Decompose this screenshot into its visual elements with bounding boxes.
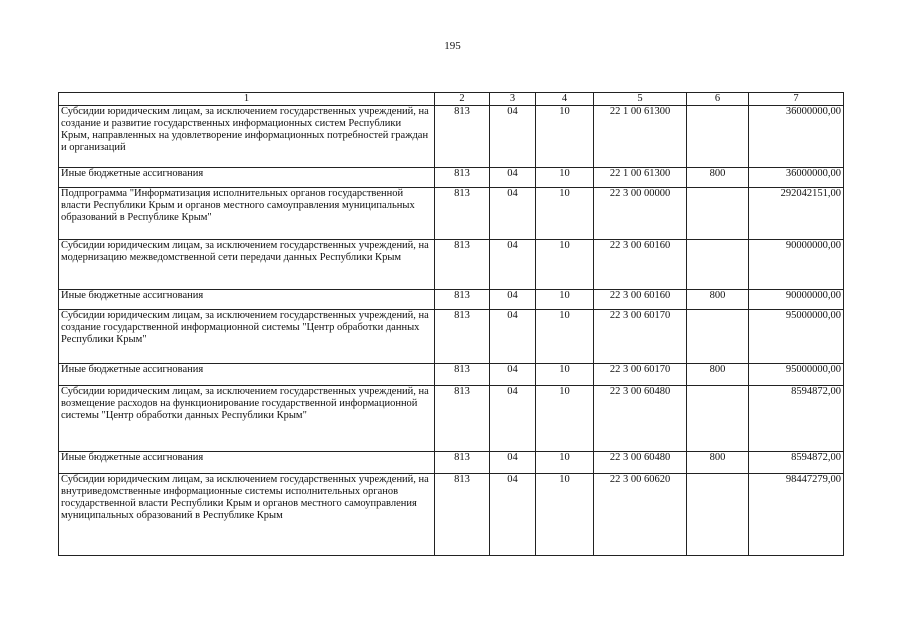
target-article-cell: 22 1 00 61300 — [594, 106, 687, 168]
subsection-code-cell: 10 — [536, 240, 594, 290]
column-header: 2 — [435, 93, 490, 106]
amount-cell: 98447279,00 — [749, 474, 844, 556]
section-code-cell: 04 — [490, 106, 536, 168]
subsection-code-cell: 10 — [536, 364, 594, 386]
target-article-cell: 22 3 00 60480 — [594, 452, 687, 474]
budget-table — [58, 92, 844, 556]
column-header: 1 — [59, 93, 435, 106]
description-cell: Иные бюджетные ассигнования — [59, 168, 435, 188]
ministry-code-cell: 813 — [435, 168, 490, 188]
description-cell: Иные бюджетные ассигнования — [59, 290, 435, 310]
table-row — [59, 452, 844, 474]
subsection-code-cell: 10 — [536, 386, 594, 452]
amount-cell: 95000000,00 — [749, 364, 844, 386]
description-cell: Иные бюджетные ассигнования — [59, 452, 435, 474]
expense-type-cell — [687, 188, 749, 240]
amount-cell: 36000000,00 — [749, 106, 844, 168]
expense-type-cell: 800 — [687, 290, 749, 310]
ministry-code-cell: 813 — [435, 474, 490, 556]
section-code-cell: 04 — [490, 188, 536, 240]
target-article-cell: 22 3 00 60170 — [594, 310, 687, 364]
subsection-code-cell: 10 — [536, 188, 594, 240]
description-cell: Иные бюджетные ассигнования — [59, 364, 435, 386]
table-row — [59, 240, 844, 290]
ministry-code-cell: 813 — [435, 290, 490, 310]
table-row — [59, 290, 844, 310]
expense-type-cell — [687, 106, 749, 168]
amount-cell: 90000000,00 — [749, 290, 844, 310]
ministry-code-cell: 813 — [435, 106, 490, 168]
section-code-cell: 04 — [490, 474, 536, 556]
target-article-cell: 22 3 00 60160 — [594, 290, 687, 310]
column-header: 4 — [536, 93, 594, 106]
target-article-cell: 22 3 00 60160 — [594, 240, 687, 290]
section-code-cell: 04 — [490, 452, 536, 474]
amount-cell: 95000000,00 — [749, 310, 844, 364]
amount-cell: 8594872,00 — [749, 386, 844, 452]
ministry-code-cell: 813 — [435, 310, 490, 364]
table-row — [59, 106, 844, 168]
subsection-code-cell: 10 — [536, 168, 594, 188]
table-header-row — [59, 93, 844, 106]
expense-type-cell — [687, 240, 749, 290]
expense-type-cell — [687, 310, 749, 364]
subsection-code-cell: 10 — [536, 474, 594, 556]
target-article-cell: 22 1 00 61300 — [594, 168, 687, 188]
ministry-code-cell: 813 — [435, 240, 490, 290]
subsection-code-cell: 10 — [536, 310, 594, 364]
section-code-cell: 04 — [490, 310, 536, 364]
section-code-cell: 04 — [490, 290, 536, 310]
expense-type-cell — [687, 474, 749, 556]
target-article-cell: 22 3 00 00000 — [594, 188, 687, 240]
table-row — [59, 168, 844, 188]
description-cell: Субсидии юридическим лицам, за исключением государственных учреждений, на внутриведомственные информационные системы исполнительных органов государственной власти Республики Крым и органов местного самоуправления муниципальных образований в Республике Крым — [59, 474, 435, 556]
subsection-code-cell: 10 — [536, 290, 594, 310]
column-header: 3 — [490, 93, 536, 106]
column-header: 6 — [687, 93, 749, 106]
expense-type-cell — [687, 386, 749, 452]
ministry-code-cell: 813 — [435, 452, 490, 474]
expense-type-cell: 800 — [687, 168, 749, 188]
target-article-cell: 22 3 00 60620 — [594, 474, 687, 556]
ministry-code-cell: 813 — [435, 386, 490, 452]
description-cell: Подпрограмма "Информатизация исполнительных органов государственной власти Республики Крым и органов местного самоуправления муниципальных образований в Республике Крым" — [59, 188, 435, 240]
table-row — [59, 474, 844, 556]
target-article-cell: 22 3 00 60170 — [594, 364, 687, 386]
subsection-code-cell: 10 — [536, 106, 594, 168]
ministry-code-cell: 813 — [435, 188, 490, 240]
column-header: 5 — [594, 93, 687, 106]
expense-type-cell: 800 — [687, 452, 749, 474]
section-code-cell: 04 — [490, 386, 536, 452]
table-row — [59, 188, 844, 240]
expense-type-cell: 800 — [687, 364, 749, 386]
amount-cell: 8594872,00 — [749, 452, 844, 474]
amount-cell: 90000000,00 — [749, 240, 844, 290]
table-row — [59, 386, 844, 452]
amount-cell: 292042151,00 — [749, 188, 844, 240]
page-number: 195 — [444, 40, 461, 52]
table-row — [59, 364, 844, 386]
section-code-cell: 04 — [490, 168, 536, 188]
table-row — [59, 310, 844, 364]
description-cell: Субсидии юридическим лицам, за исключением государственных учреждений, на создание и развитие государственных информационных систем Республики Крым, направленных на удовлетворение информационных потребностей граждан и организаций — [59, 106, 435, 168]
ministry-code-cell: 813 — [435, 364, 490, 386]
section-code-cell: 04 — [490, 364, 536, 386]
description-cell: Субсидии юридическим лицам, за исключением государственных учреждений, на создание государственной информационной системы "Центр обработки данных Республики Крым" — [59, 310, 435, 364]
column-header: 7 — [749, 93, 844, 106]
section-code-cell: 04 — [490, 240, 536, 290]
subsection-code-cell: 10 — [536, 452, 594, 474]
description-cell: Субсидии юридическим лицам, за исключением государственных учреждений, на возмещение расходов на функционирование государственной информационной системы "Центр обработки данных Республики Крым" — [59, 386, 435, 452]
amount-cell: 36000000,00 — [749, 168, 844, 188]
description-cell: Субсидии юридическим лицам, за исключением государственных учреждений, на модернизацию межведомственной сети передачи данных Республики Крым — [59, 240, 435, 290]
target-article-cell: 22 3 00 60480 — [594, 386, 687, 452]
